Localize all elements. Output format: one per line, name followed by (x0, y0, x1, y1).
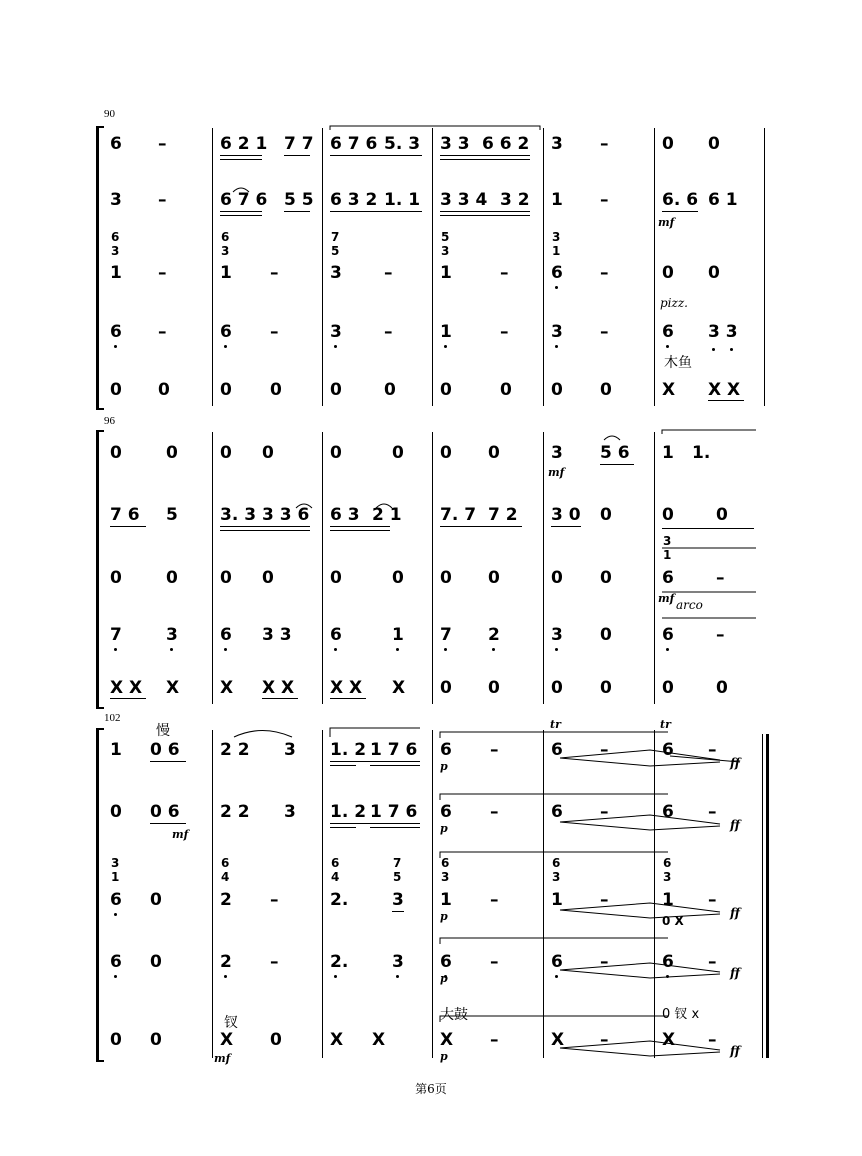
trill-mark: tr (550, 718, 561, 731)
note: X (662, 1030, 676, 1050)
note: 0 (330, 380, 342, 400)
dynamic-mark: ff (730, 906, 740, 920)
note: 1 (551, 890, 563, 910)
note: – (600, 802, 609, 822)
note: X (662, 380, 676, 400)
note: 1 (440, 890, 452, 910)
note: 6 (662, 322, 674, 342)
note: 1. (692, 443, 711, 463)
note-group: 3 3 (708, 322, 738, 342)
note: – (708, 802, 717, 822)
note: 6 (551, 740, 563, 760)
note: – (500, 322, 509, 342)
measure-number: 90 (104, 108, 115, 120)
dynamic-mark: p (440, 822, 448, 835)
note: – (158, 134, 167, 154)
note-group: 1. 2 (330, 740, 367, 760)
dynamic-mark: ff (730, 1044, 740, 1058)
instrument-label: 大鼓 (440, 1007, 468, 1023)
dynamic-mark: mf (658, 592, 675, 605)
note-group: 6 2 1 (220, 134, 268, 154)
note: X (220, 1030, 234, 1050)
note: 6 (110, 134, 122, 154)
note: – (158, 322, 167, 342)
note: 2. (330, 890, 349, 910)
note-group: 6 7 6 (330, 134, 378, 154)
note: 6 (110, 890, 122, 910)
note: 0 (220, 443, 232, 463)
dynamic-mark: ff (730, 818, 740, 832)
note-group: 1. 2 (330, 802, 367, 822)
note: 6 (440, 740, 452, 760)
note: – (384, 322, 393, 342)
note: 0 (600, 568, 612, 588)
note: 0 (150, 1030, 162, 1050)
note: 0 (166, 568, 178, 588)
note: 6 (110, 952, 122, 972)
note-group: X X (708, 380, 741, 400)
note: – (270, 890, 279, 910)
note: 6 (551, 802, 563, 822)
note: 5 (166, 505, 178, 525)
note: 6 (551, 263, 563, 283)
note: X (392, 678, 406, 698)
measure-number: 102 (104, 712, 121, 724)
note: 1 (440, 322, 452, 342)
dynamic-mark: p (440, 1050, 448, 1063)
note: 0 (440, 678, 452, 698)
note: – (708, 890, 717, 910)
note: – (716, 568, 725, 588)
note: 6 (330, 625, 342, 645)
note: 0 (270, 380, 282, 400)
note: 0 (110, 443, 122, 463)
note-group: 3 3 6 (262, 505, 310, 525)
note: 3 (166, 625, 178, 645)
note: 6 (662, 802, 674, 822)
note: 6 (440, 952, 452, 972)
note-group: 3 3 (440, 134, 470, 154)
note-group: 6. 6 (662, 190, 699, 210)
note-group: 6 3 (330, 505, 360, 525)
note: – (490, 890, 499, 910)
note: 0 (600, 678, 612, 698)
note-group: 6 1 (708, 190, 738, 210)
note: X (551, 1030, 565, 1050)
note: 0 (662, 134, 674, 154)
note: X (330, 1030, 344, 1050)
page-footer: 第6页 (415, 1082, 447, 1096)
note: 0 (158, 380, 170, 400)
note-group: 1 7 6 (370, 802, 418, 822)
note: – (270, 952, 279, 972)
note: 6 (551, 952, 563, 972)
note: – (708, 1030, 717, 1050)
note: – (490, 740, 499, 760)
percussion-annotation: 0 X (662, 914, 684, 928)
note: 1 (220, 263, 232, 283)
note-group: 3 3 4 (440, 190, 488, 210)
note: 6 (440, 802, 452, 822)
measure-number: 96 (104, 415, 115, 427)
note: 0 (600, 505, 612, 525)
note: 6 (220, 322, 232, 342)
note: 0 (708, 134, 720, 154)
chord-stack: 6 3 (111, 230, 120, 258)
note: 3 (392, 952, 404, 972)
arco-marking: arco (676, 598, 703, 612)
note: 1 (440, 263, 452, 283)
chord-stack: 3 1 (552, 230, 561, 258)
chord-stack: 6 3 (552, 856, 561, 884)
note-group: 7 7 (284, 134, 314, 154)
chord-stack: 6 3 (663, 856, 672, 884)
note: 0 (270, 1030, 282, 1050)
note: 2. (330, 952, 349, 972)
note: – (490, 1030, 499, 1050)
note: 0 (440, 568, 452, 588)
note: X (440, 1030, 454, 1050)
note: 0 (551, 380, 563, 400)
dynamic-mark: mf (172, 828, 189, 841)
note: 0 (662, 505, 674, 525)
note: 0 (488, 443, 500, 463)
note: 0 (600, 625, 612, 645)
note: 6 (662, 625, 674, 645)
note-group: 5 6 (600, 443, 630, 463)
note: 1 (551, 190, 563, 210)
note: 0 (440, 380, 452, 400)
percussion-annotation: 0 钗 x (662, 1007, 700, 1022)
note-group: 2 2 (220, 802, 250, 822)
dynamic-mark: ff (730, 966, 740, 980)
note-group: X X (262, 678, 295, 698)
chord-stack: 6 4 (331, 856, 340, 884)
note: 0 (551, 568, 563, 588)
note: 1 (662, 443, 674, 463)
dynamic-mark: p (440, 910, 448, 923)
note: 6 (220, 625, 232, 645)
note: X (166, 678, 180, 698)
note: 1 (110, 740, 122, 760)
note: 6 (110, 322, 122, 342)
note: 3 (330, 263, 342, 283)
note: – (600, 952, 609, 972)
note-group: 1. 1 (384, 190, 421, 210)
note: 0 (330, 443, 342, 463)
chord-stack: 3 1 (663, 534, 672, 562)
note: – (600, 1030, 609, 1050)
note: 0 (150, 952, 162, 972)
note: 0 (716, 505, 728, 525)
note: 0 (488, 678, 500, 698)
note: 3 (284, 802, 296, 822)
chord-stack: 7 5 (393, 856, 402, 884)
dynamic-mark: mf (548, 466, 565, 479)
chord-stack: 3 1 (111, 856, 120, 884)
note: – (270, 322, 279, 342)
note: 0 (110, 568, 122, 588)
note-group: X X (330, 678, 363, 698)
note: 3 (330, 322, 342, 342)
note: – (600, 890, 609, 910)
note: 3 (551, 443, 563, 463)
note: 1 (110, 263, 122, 283)
note: 3 (284, 740, 296, 760)
note-group: 3 3 (262, 625, 292, 645)
note: 2 (488, 625, 500, 645)
note-group: X X (110, 678, 143, 698)
note: – (490, 802, 499, 822)
chord-stack: 7 5 (331, 230, 340, 258)
note-group: 7 6 (110, 505, 140, 525)
note: 2 (220, 952, 232, 972)
note: 0 (262, 568, 274, 588)
note-group: 2 1 (372, 505, 402, 525)
note: 3 (551, 625, 563, 645)
note: 0 (600, 380, 612, 400)
note: 0 (166, 443, 178, 463)
note: – (270, 263, 279, 283)
note: – (600, 740, 609, 760)
dynamic-mark: p (440, 760, 448, 773)
note: 0 (662, 678, 674, 698)
note: 7 (110, 625, 122, 645)
note-group: 5 5 (284, 190, 314, 210)
note: 2 (220, 890, 232, 910)
note: 7 (440, 625, 452, 645)
note: 0 (662, 263, 674, 283)
note-group: 6 7 6 (220, 190, 268, 210)
tempo-marking: 慢 (156, 723, 170, 739)
note: 1 (662, 890, 674, 910)
note: 3 (551, 134, 563, 154)
note: 0 (716, 678, 728, 698)
pizz-marking: pizz. (660, 296, 688, 310)
note: – (158, 190, 167, 210)
note-group: 7 2 (488, 505, 518, 525)
note: 3 (551, 322, 563, 342)
note: 0 (488, 568, 500, 588)
note: – (708, 740, 717, 760)
note: – (708, 952, 717, 972)
note: 0 (110, 802, 122, 822)
note-group: 0 6 (150, 802, 180, 822)
note: – (384, 263, 393, 283)
instrument-label: 钗 (224, 1015, 238, 1031)
note-group: 3. 3 (220, 505, 257, 525)
note: 0 (110, 380, 122, 400)
note: 0 (708, 263, 720, 283)
note: 0 (150, 890, 162, 910)
note: 0 (220, 568, 232, 588)
note: 0 (110, 1030, 122, 1050)
note-group: 5. 3 (384, 134, 421, 154)
note-group: 7. 7 (440, 505, 477, 525)
note: 1 (392, 625, 404, 645)
dynamic-mark: mf (214, 1052, 231, 1065)
note: X (372, 1030, 386, 1050)
note: 0 (551, 678, 563, 698)
note: 0 (500, 380, 512, 400)
note-group: 0 6 (150, 740, 180, 760)
note-group: 3 2 (500, 190, 530, 210)
note: 6 (662, 568, 674, 588)
note: X (220, 678, 234, 698)
note-group: 6 6 2 (482, 134, 530, 154)
dynamic-mark: p (440, 972, 448, 985)
note-group: 2 2 (220, 740, 250, 760)
trill-mark: tr (660, 718, 671, 731)
note: – (600, 263, 609, 283)
chord-stack: 6 3 (441, 856, 450, 884)
chord-stack: 6 3 (221, 230, 230, 258)
note: 0 (392, 568, 404, 588)
note: – (490, 952, 499, 972)
note: – (500, 263, 509, 283)
note: 0 (384, 380, 396, 400)
note: – (600, 322, 609, 342)
note: 0 (262, 443, 274, 463)
note: 6 (662, 740, 674, 760)
note: 3 (392, 890, 404, 910)
note: – (158, 263, 167, 283)
note: 0 (330, 568, 342, 588)
note: 0 (220, 380, 232, 400)
note: – (600, 190, 609, 210)
note: 3 (110, 190, 122, 210)
note: 0 (440, 443, 452, 463)
note-group: 3 0 (551, 505, 581, 525)
note-group: 6 3 2 (330, 190, 378, 210)
chord-stack: 6 4 (221, 856, 230, 884)
dynamic-mark: mf (658, 216, 675, 229)
instrument-label: 木鱼 (664, 355, 692, 371)
note-group: 1 7 6 (370, 740, 418, 760)
dynamic-mark: ff (730, 756, 740, 770)
chord-stack: 5 3 (441, 230, 450, 258)
note: – (716, 625, 725, 645)
note: – (600, 134, 609, 154)
note: 6 (662, 952, 674, 972)
note: 0 (392, 443, 404, 463)
